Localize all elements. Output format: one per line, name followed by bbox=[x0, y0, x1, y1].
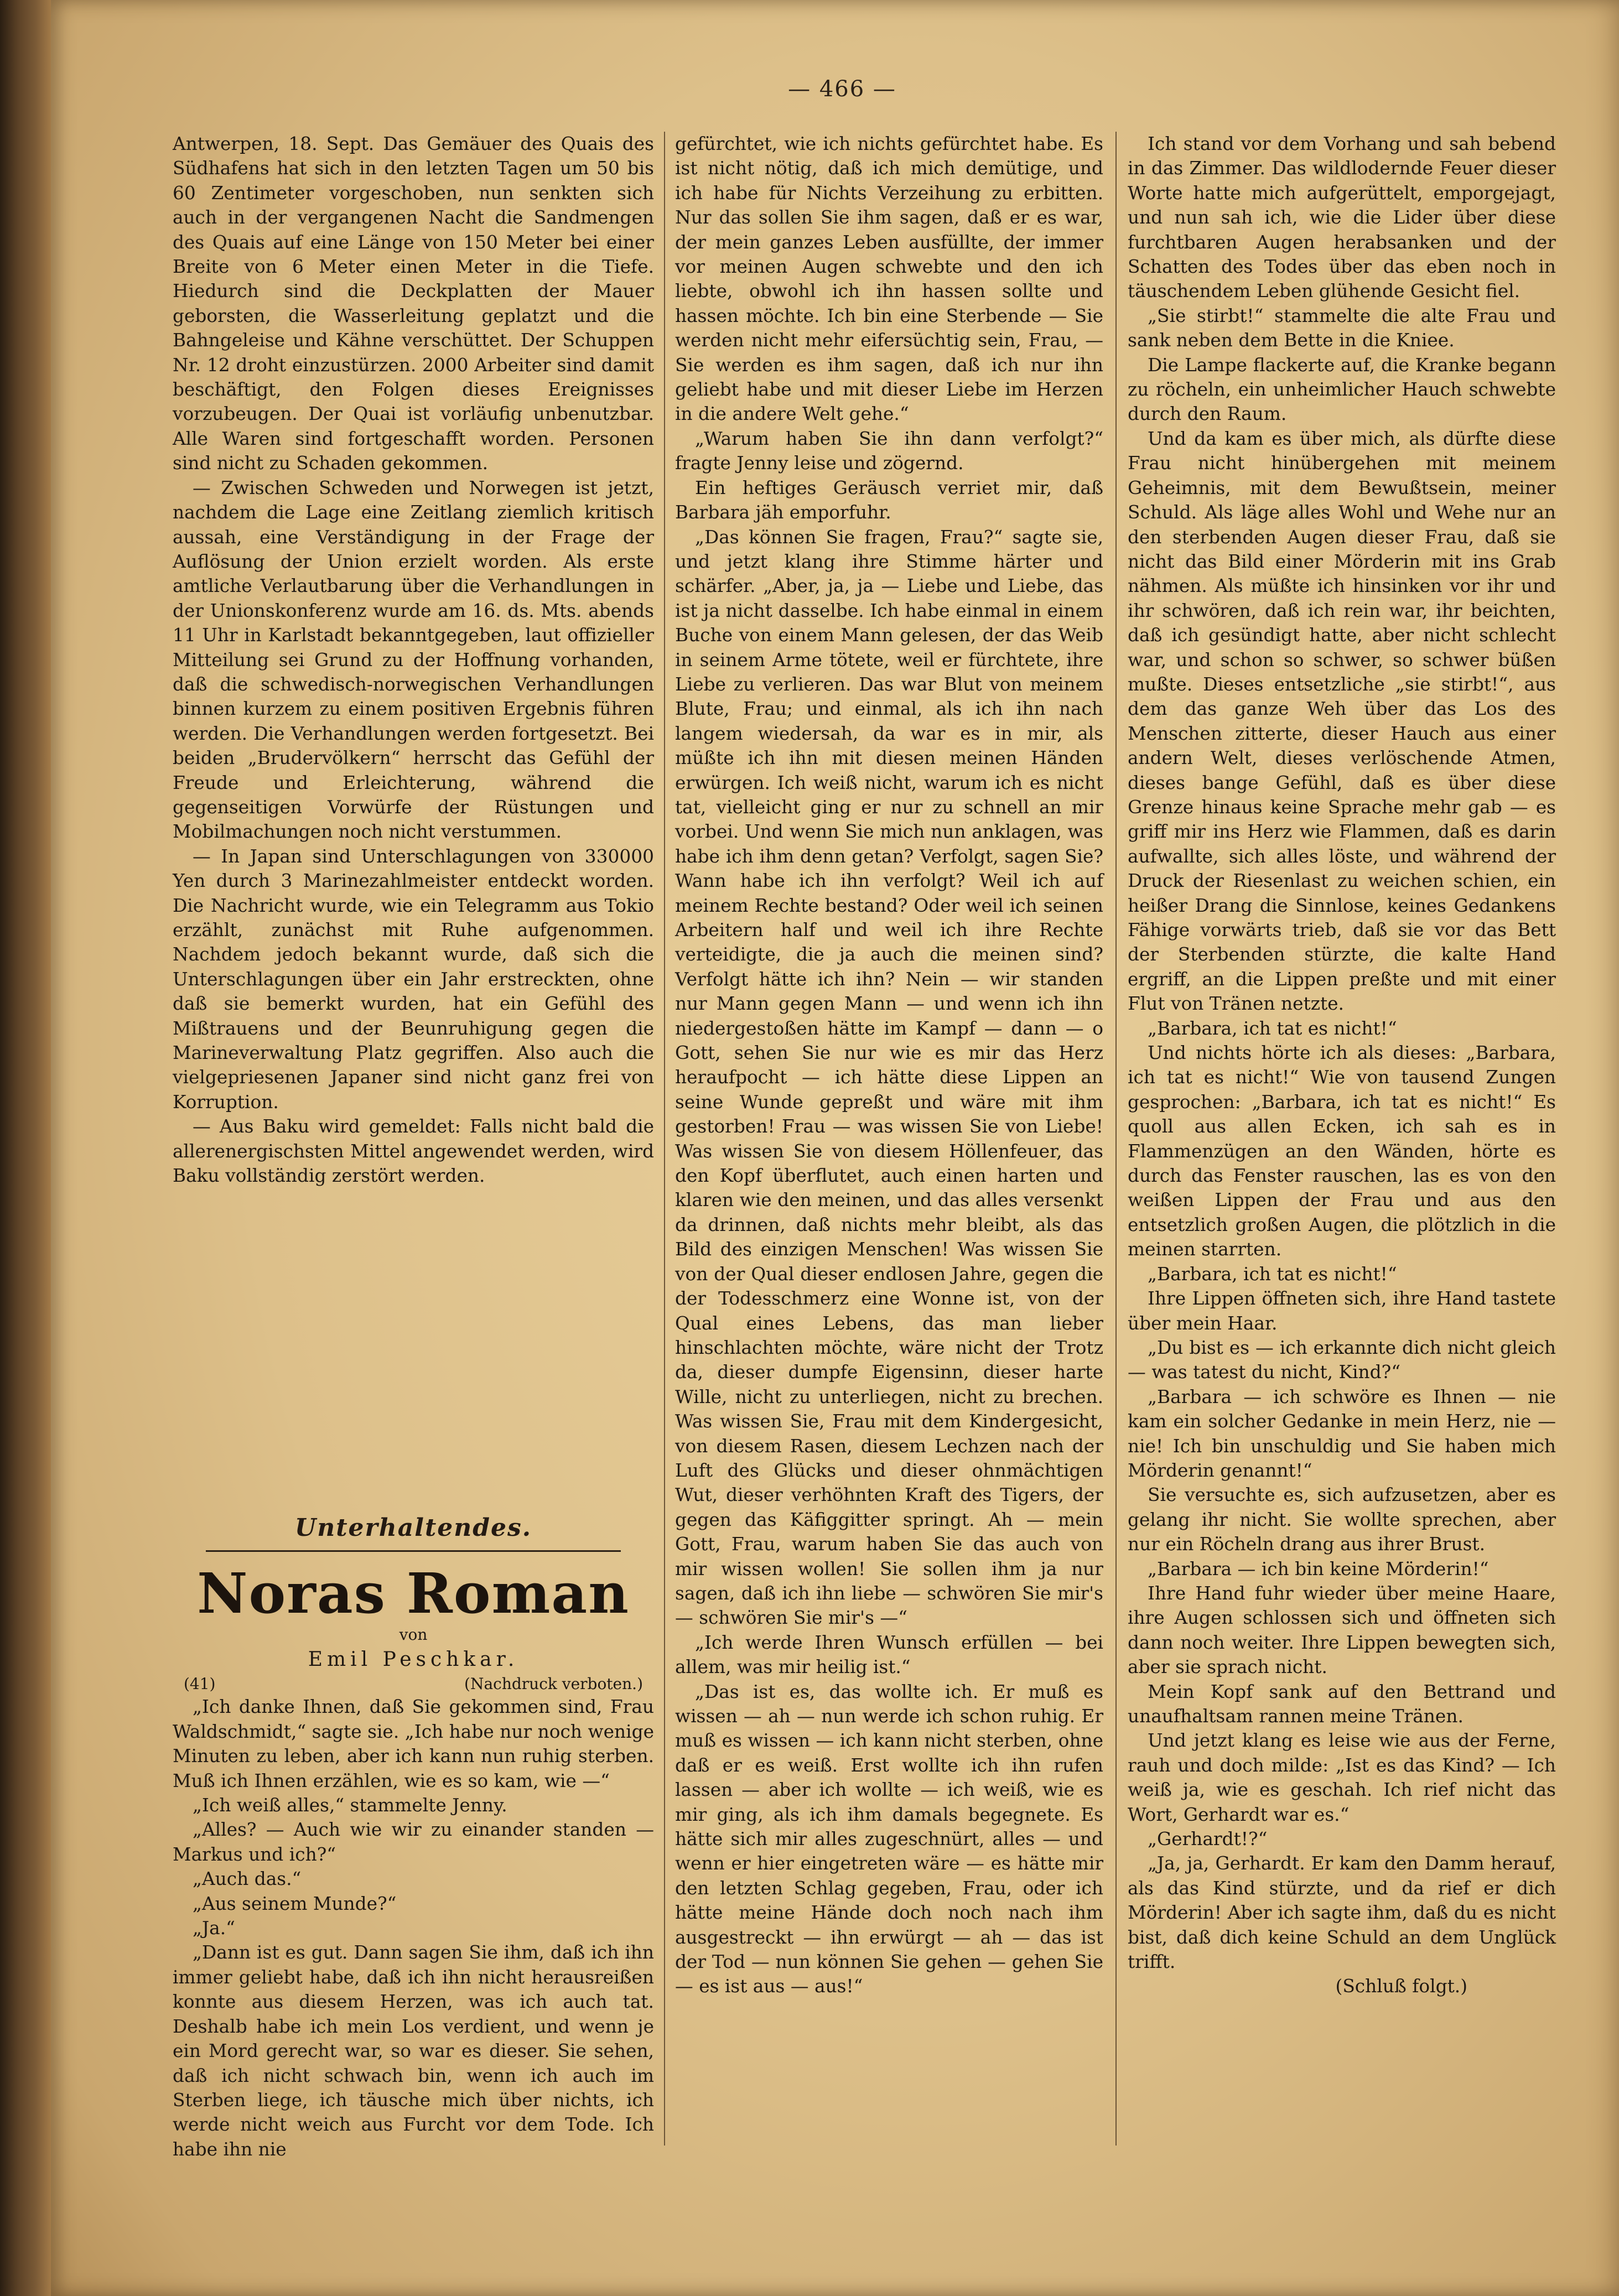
section-heading: Unterhaltendes. bbox=[294, 1514, 532, 1542]
column-story-middle bbox=[675, 132, 1103, 1999]
story-paragraph: „Sie stirbt!“ stammelte die alte Frau und sank neben dem Bette in die Kniee. bbox=[1128, 305, 1556, 351]
story-paragraph: Ich stand vor dem Vorhang und sah bebend in das Zimmer. Das wildlodernde Feuer dieser Worte hatte mich aufgerüttelt, emporgejagt, und nun sah ich, wie die Lider über diese furchtbaren Augen herabsanken und der Schatten des Todes über das eben noch in täuschendem Leben glühende Gesicht fiel. bbox=[1128, 133, 1556, 302]
column-news bbox=[173, 132, 654, 1188]
column-rule bbox=[664, 132, 665, 2146]
book-binding bbox=[0, 0, 51, 2296]
story-paragraph: „Ich weiß alles,“ stammelte Jenny. bbox=[193, 1795, 507, 1816]
installment-row bbox=[173, 1674, 654, 1695]
story-paragraph: „Das ist es, das wollte ich. Er muß es wissen — ah — nun werde ich schon ruhig. Er muß es wissen — ich kann nicht sterben, ohne daß er es weiß. Erst wollte ich ihn rufen lassen — aber ich wollte — ich weiß, wie es mir ging, als ich ihm damals begegnete. Es hätte sich mir alles zugeschnürt, alles — und wenn er hier eingetreten wäre — es hätte mir den letzten Schlag gegeben, Frau, oder ich hätte meine Hände doch noch nach ihm ausgestreckt — ihn erwürgt — ah — das ist der Tod — nun können Sie gehen — gehen Sie — es ist aus — aus!“ bbox=[675, 1681, 1103, 1997]
story-paragraph: „Warum haben Sie ihn dann verfolgt?“ fragte Jenny leise und zögernd. bbox=[675, 428, 1103, 474]
story-paragraph: Ihre Hand fuhr wieder über meine Haare, ihre Augen schlossen sich und öffneten sich dann noch weiter. Ihre Lippen bewegten sich, aber sie sprach nicht. bbox=[1128, 1582, 1556, 1678]
story-paragraph: Und jetzt klang es leise wie aus der Ferne, rauh und doch milde: „Ist es das Kind? — Ich weiß ja, wie es geschah. Ich rief nicht das Wort, Gerhardt war es.“ bbox=[1128, 1730, 1556, 1825]
story-paragraph: „Barbara — ich schwöre es Ihnen — nie kam ein solcher Gedanke in mein Herz, nie — nie! Ich bin unschuldig und Sie haben mich Mörderin genannt!“ bbox=[1128, 1386, 1556, 1481]
news-item-japan: — In Japan sind Unterschlagungen von 330000 Yen durch 3 Marinezahlmeister entdeckt worden. Die Nachricht wurde, wie ein Telegramm aus Tokio erzählt, zunächst mit Ruhe aufgenommen. Nachdem jedoch bekannt wurde, daß sich die Unterschlagungen über ein Jahr erstreckten, ohne daß sie bemerkt wurden, hat ein Gefühl des Mißtrauens und der Beunruhigung gegen die Marineverwaltung Platz gegriffen. Also auch die vielgepriesenen Japaner sind nicht ganz frei von Korruption. bbox=[173, 845, 654, 1113]
story-paragraph: Und nichts hörte ich als dieses: „Barbara, ich tat es nicht!“ Wie von tausend Zungen gesprochen: „Barbara, ich tat es nicht!“ Es quoll aus allen Ecken, ich sah es in Flammenzügen an den Wänden, hörte es durch das Fenster rauschen, las es von den weißen Lippen der Frau und aus den entsetzlich großen Augen, die plötzlich in die meinen starrten. bbox=[1128, 1042, 1556, 1260]
column-rule bbox=[1115, 132, 1117, 2146]
story-paragraph: „Auch das.“ bbox=[193, 1868, 302, 1890]
news-item-antwerpen: Antwerpen, 18. Sept. Das Gemäuer des Quais des Südhafens hat sich in den letzten Tagen um 50 bis 60 Zentimeter vorgeschoben, nun senkten sich auch in der vergangenen Nacht die Sandmengen des Quais auf eine Länge von 150 Meter bei einer Breite von 6 Meter einen Meter in die Tiefe. Hiedurch sind die Deckplatten der Mauer geborsten, die Wasserleitung geplatzt und die Bahngeleise und Kähne verschüttet. Der Schuppen Nr. 12 droht einzustürzen. 2000 Arbeiter sind damit beschäftigt, den Folgen dieses Ereignisses vorzubeugen. Der Quai ist vorläufig unbenutzbar. Alle Waren sind fortgeschafft worden. Personen sind nicht zu Schaden gekommen. bbox=[173, 133, 654, 474]
news-item-baku: — Aus Baku wird gemeldet: Falls nicht bald die allerenergischsten Mittel angewendet werden, wird Baku vollständig zerstört werden. bbox=[173, 1116, 654, 1187]
reprint-note: (Nachdruck verboten.) bbox=[464, 1675, 643, 1694]
page-number: — 466 — bbox=[788, 76, 896, 102]
newspaper-page bbox=[51, 0, 1619, 2296]
column-story-right bbox=[1128, 132, 1556, 1999]
story-paragraph: „Ich werde Ihren Wunsch erfüllen — bei allem, was mir heilig ist.“ bbox=[675, 1632, 1103, 1678]
feuilleton-section bbox=[173, 1505, 654, 2162]
story-author: Emil Peschkar. bbox=[308, 1648, 519, 1671]
story-paragraph: Mein Kopf sank auf den Bettrand und unaufhaltsam rannen meine Tränen. bbox=[1128, 1681, 1556, 1727]
story-paragraph: „Barbara — ich bin keine Mörderin!“ bbox=[1148, 1558, 1489, 1580]
story-paragraph: Ein heftiges Geräusch verriet mir, daß Barbara jäh emporfuhr. bbox=[675, 477, 1103, 523]
story-paragraph: Ihre Lippen öffneten sich, ihre Hand tastete über mein Haar. bbox=[1128, 1288, 1556, 1334]
story-paragraph: „Barbara, ich tat es nicht!“ bbox=[1148, 1017, 1397, 1039]
story-title: Noras Roman bbox=[197, 1561, 630, 1627]
story-paragraph: „Aus seinem Munde?“ bbox=[193, 1893, 397, 1914]
story-paragraph: „Das können Sie fragen, Frau?“ sagte sie, und jetzt klang ihre Stimme härter und schärfer. „Aber, ja, ja — Liebe und Liebe, das ist ja nicht dasselbe. Ich habe einmal in einem Buche von einem Mann gelesen, der das Weib in seinem Arme tötete, weil er fürchtete, ihre Liebe zu verlieren. Das war Blut von meinem Blute, Frau; und einmal, als ich ihn nach langem wiedersah, da war es in mir, als müßte ich ihn mit diesen meinen Händen erwürgen. Ich weiß nicht, warum ich es nicht tat, vielleicht ging er nur zu schnell an mir vorbei. Und wenn Sie mich nun anklagen, was habe ich ihm denn getan? Verfolgt, sagen Sie? Wann habe ich ihn verfolgt? Weil ich auf meinem Rechte bestand? Oder weil ich seinen Arbeitern half und weil ich ihre Rechte verteidigte, die ja auch die meinen sind? Verfolgt hätte ich ihn? Nein — wir standen nur Mann gegen Mann — und wenn ich ihn niedergestoßen hätte im Kampf — dann — o Gott, sehen Sie nur wie es mir das Herz heraufpocht — ich hätte diese Lippen an seine Wunde gepreßt und wäre mit ihm gestorben! Frau — was wissen Sie von Liebe! Was wissen Sie von diesem Höllenfeuer, das den Kopf überflutet, auch einen harten und klaren wie den meinen, und das alles versenkt da drinnen, daß nichts mehr bleibt, als das Bild des einzigen Menschen! Was wissen Sie von der Qual dieser endlosen Jahre, gegen die der Todesschmerz eine Wonne ist, von der Qual eines Lebens, das man lieber hinschlachten möchte, wäre nicht der Trotz da, dieser dumpfe Eigensinn, dieser harte Wille, nicht zu unterliegen, nicht zu brechen. Was wissen Sie, Frau mit dem Kindergesicht, von diesem Rasen, diesem Lechzen nach der Luft des Glücks und dieser ohnmächtigen Wut, dieser verhöhnten Kraft des Tigers, der gegen das Käfiggitter springt. Ah — mein Gott, Frau, warum haben Sie das auch von mir wissen wollen! Sie sollen ihm ja nur sagen, daß ich ihn liebe — schwören Sie mir's — schwören Sie mir's —“ bbox=[675, 526, 1103, 1629]
story-paragraph: gefürchtet, wie ich nichts gefürchtet habe. Es ist nicht nötig, daß ich mich demütige, und ich habe für Nichts Verzeihung zu erbitten. Nur das sollen Sie ihm sagen, daß er es war, der mein ganzes Leben ausfüllte, der immer vor meinen Augen schwebte und den ich liebte, obwohl ich ihn hassen sollte und hassen möchte. Ich bin eine Sterbende — Sie werden nicht mehr eifersüchtig sein, Frau, — Sie werden es ihm sagen, daß ich nur ihn geliebt habe und mit dieser Liebe im Herzen in die andere Welt gehe.“ bbox=[675, 133, 1103, 425]
story-paragraph: Und da kam es über mich, als dürfte diese Frau nicht hinübergehen mit meinem Geheimnis, mit dem Bewußtsein, meiner Schuld. Als läge alles Wohl und Wehe nur an den sterbenden Augen dieser Frau, daß sie nicht das Bild einer Mörderin mit ins Grab nähmen. Als müßte ich hinsinken vor ihr und ihr schwören, daß ich rein war, ihr beichten, daß ich gesündigt hatte, aber nicht schlecht war, und schon so schwer, so schwer büßen mußte. Dieses entsetzliche „sie stirbt!“, aus dem das ganze Weh über das Los des Menschen zitterte, dieser Hauch aus einer andern Welt, dieses verlöschende Atmen, dieses bange Gefühl, daß es über diese Grenze hinaus keine Sprache mehr gab — es griff mir ins Herz wie Flammen, daß es darin aufwallte, sich alles löste, und während der Druck der Riesenlast zu weichen schien, ein heißer Drang die Sinnlose, keines Gedankens Fähige vorwärts trieb, daß sie vor das Bett der Sterbenden stürzte, die kalte Hand ergriff, an die Lippen preßte und mit einer Flut von Tränen netzte. bbox=[1128, 428, 1556, 1015]
section-divider bbox=[206, 1550, 621, 1552]
story-paragraph: „Gerhardt!?“ bbox=[1148, 1829, 1268, 1850]
story-paragraph: „Alles? — Auch wie wir zu einander standen — Markus und ich?“ bbox=[173, 1819, 654, 1865]
to-be-continued-note: (Schluß folgt.) bbox=[1335, 1976, 1467, 1997]
story-paragraph: „Ich danke Ihnen, daß Sie gekommen sind, Frau Waldschmidt,“ sagte sie. „Ich habe nur noch wenige Minuten zu leben, aber ich kann nun ruhig sterben. Muß ich Ihnen erzählen, wie es so kam, wie —“ bbox=[173, 1696, 654, 1791]
news-item-schweden-norwegen: — Zwischen Schweden und Norwegen ist jetzt, nachdem die Lage eine Zeitlang ziemlich kritisch aussah, eine Verständigung in der Frage der Auflösung der Union erzielt worden. Als erste amtliche Verlautbarung über die Verhandlungen in der Unionskonferenz wurde am 16. ds. Mts. abends 11 Uhr in Karlstadt bekanntgegeben, laut offizieller Mitteilung sei Grund zu der Hoffnung vorhanden, daß die schwedisch-norwegischen Verhandlungen binnen kurzem zu einem positiven Ergebnis führen werden. Die Verhandlungen werden fortgesetzt. Bei beiden „Brudervölkern“ herrscht das Gefühl der Freude und Erleichterung, während die gegenseitigen Vorwürfe der Rüstungen und Mobilmachungen noch nicht verstummen. bbox=[173, 477, 654, 843]
story-paragraph: „Du bist es — ich erkannte dich nicht gleich — was tatest du nicht, Kind?“ bbox=[1128, 1337, 1556, 1383]
story-paragraph: Die Lampe flackerte auf, die Kranke begann zu röcheln, ein unheimlicher Hauch schwebte durch den Raum. bbox=[1128, 354, 1556, 425]
story-paragraph: „Ja, ja, Gerhardt. Er kam den Damm herauf, als das Kind stürzte, und da rief er dich Mörderin! Aber ich sagte ihm, daß du es nicht bist, daß dich keine Schuld an dem Unglück trifft. bbox=[1128, 1853, 1556, 1973]
byline-von: von bbox=[399, 1625, 428, 1644]
story-paragraph: „Ja.“ bbox=[193, 1918, 235, 1939]
story-paragraph: Sie versuchte es, sich aufzusetzen, aber es gelang ihr nicht. Sie wollte sprechen, aber nur ein Röcheln drang aus ihrer Brust. bbox=[1128, 1484, 1556, 1555]
story-paragraph: „Barbara, ich tat es nicht!“ bbox=[1148, 1263, 1397, 1285]
story-paragraph: „Dann ist es gut. Dann sagen Sie ihm, daß ich ihn immer geliebt habe, daß ich ihn nicht herausreißen konnte aus diesem Herzen, was ich auch tat. Deshalb habe ich mein Los verdient, und wenn je ein Mord gerecht war, so war es dieser. Sie sehen, daß ich nicht schwach bin, wenn ich auch im Sterben liege, ich täusche mich über nichts, ich werde nicht weich aus Furcht vor dem Tode. Ich habe ihn nie bbox=[173, 1942, 654, 2160]
installment-number: (41) bbox=[184, 1675, 216, 1694]
